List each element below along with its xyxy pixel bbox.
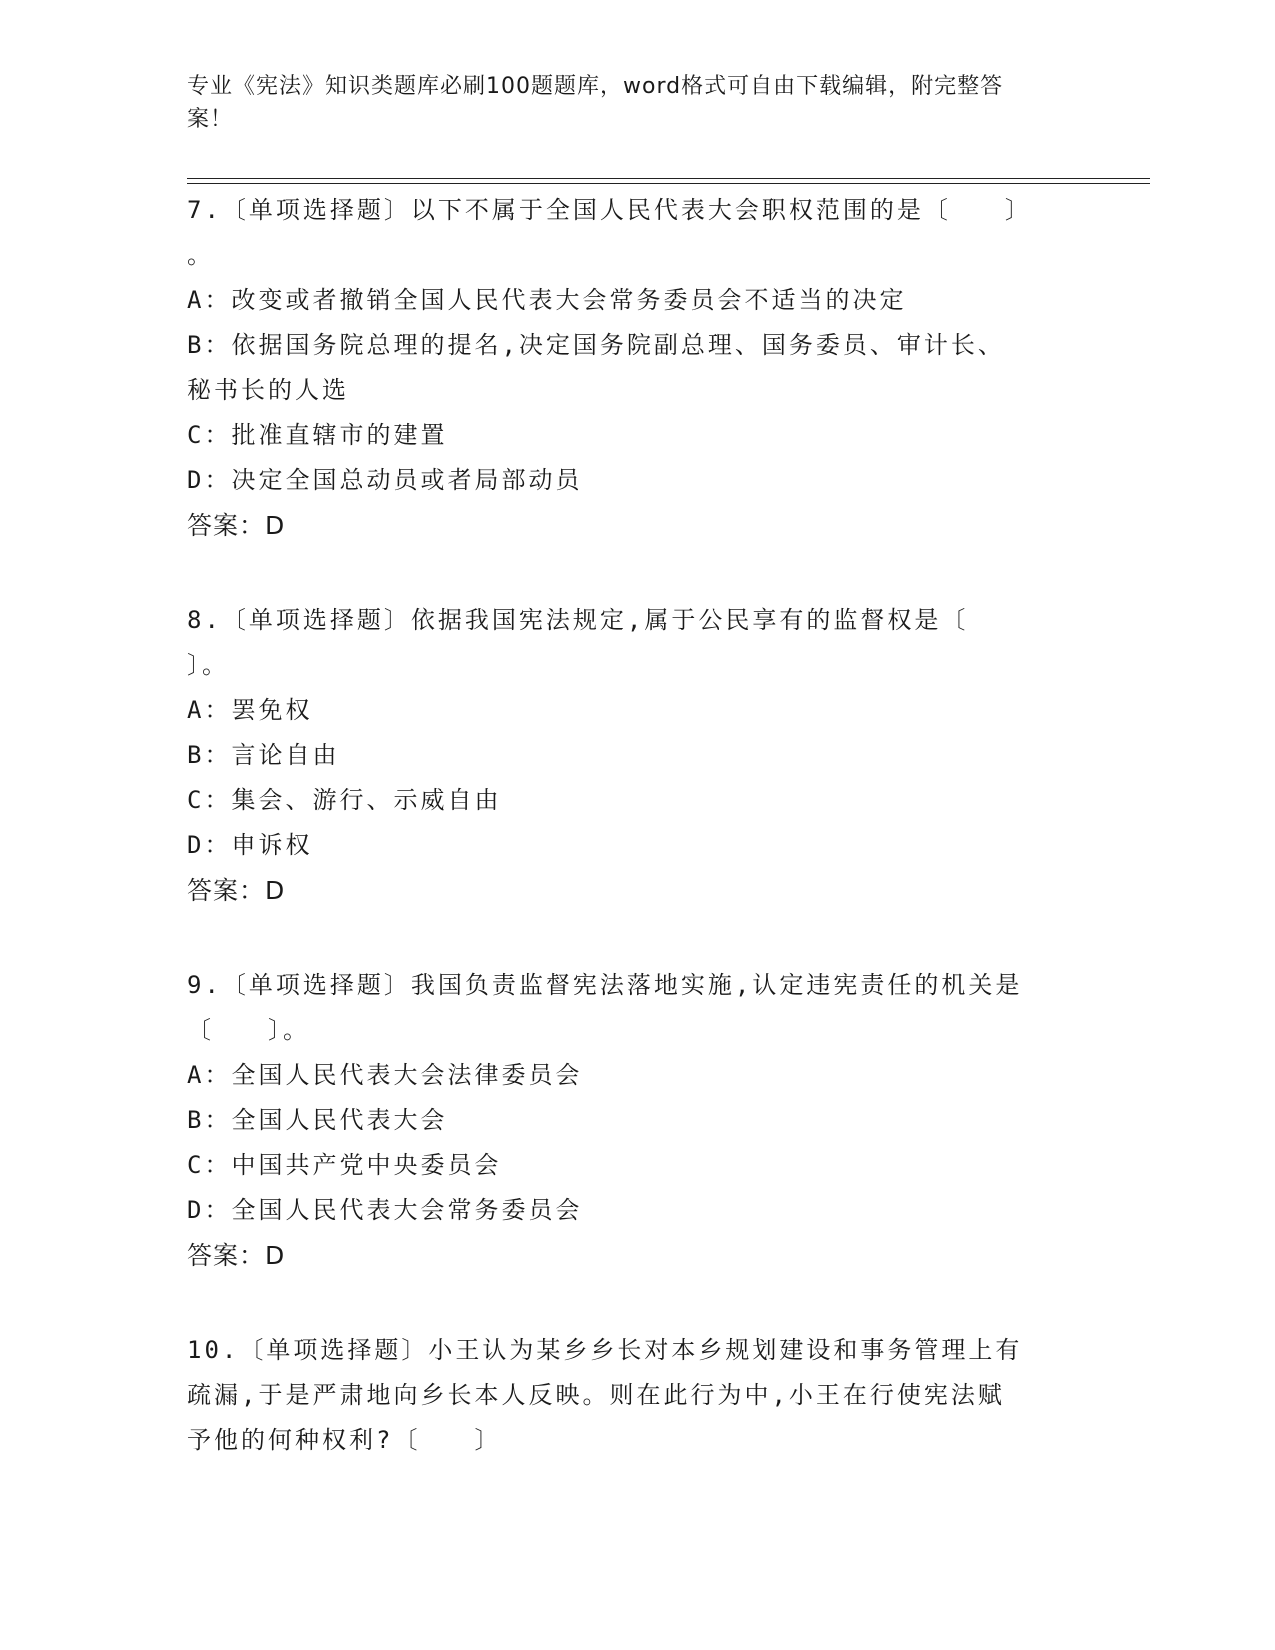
option-a: A：罢免权 <box>187 696 313 724</box>
option-b: B：依据国务院总理的提名,决定国务院副总理、国务委员、审计长、 <box>187 331 1005 359</box>
option-c: C：批准直辖市的建置 <box>187 421 448 449</box>
option-c: C：中国共产党中央委员会 <box>187 1151 502 1179</box>
stem-line: 予他的何种权利?〔 〕 <box>187 1426 502 1454</box>
question-9 <box>187 963 1087 1278</box>
answer: 答案：D <box>187 1241 286 1270</box>
option-b-continued: 秘书长的人选 <box>187 376 349 404</box>
answer: 答案：D <box>187 511 286 540</box>
spacer <box>187 548 1087 598</box>
stem-line: 。 <box>187 241 214 269</box>
question-stem <box>187 188 1087 278</box>
question-7 <box>187 188 1087 548</box>
option-d: D：全国人民代表大会常务委员会 <box>187 1196 583 1224</box>
header-divider-top <box>187 178 1150 179</box>
header-divider-bottom <box>187 183 1150 184</box>
question-8 <box>187 598 1087 913</box>
option-b: B：言论自由 <box>187 741 340 769</box>
question-stem <box>187 1328 1087 1463</box>
stem-line: 疏漏,于是严肃地向乡长本人反映。则在此行为中,小王在行使宪法赋 <box>187 1381 1005 1409</box>
option-d: D：申诉权 <box>187 831 313 859</box>
spacer <box>187 913 1087 963</box>
stem-line: 7.〔单项选择题〕以下不属于全国人民代表大会职权范围的是〔 〕 <box>187 196 1032 224</box>
option-b: B：全国人民代表大会 <box>187 1106 448 1134</box>
option-a: A：全国人民代表大会法律委员会 <box>187 1061 583 1089</box>
document-header <box>187 70 1067 136</box>
option-a: A：改变或者撤销全国人民代表大会常务委员会不适当的决定 <box>187 286 907 314</box>
answer: 答案：D <box>187 876 286 905</box>
option-d: D：决定全国总动员或者局部动员 <box>187 466 583 494</box>
stem-line: 8.〔单项选择题〕依据我国宪法规定,属于公民享有的监督权是〔 <box>187 606 969 634</box>
question-list <box>187 188 1087 1463</box>
question-stem <box>187 963 1087 1053</box>
option-c: C：集会、游行、示威自由 <box>187 786 502 814</box>
stem-line: 〔 〕。 <box>187 1016 310 1044</box>
stem-line: 9.〔单项选择题〕我国负责监督宪法落地实施,认定违宪责任的机关是 <box>187 971 1023 999</box>
question-10 <box>187 1328 1087 1463</box>
question-stem <box>187 598 1087 688</box>
spacer <box>187 1278 1087 1328</box>
stem-line: 10.〔单项选择题〕小王认为某乡乡长对本乡规划建设和事务管理上有 <box>187 1336 1023 1364</box>
stem-line: 〕。 <box>187 651 229 679</box>
header-line-2: 案！ <box>187 107 234 132</box>
header-line-1: 专业《宪法》知识类题库必刷100题题库，word格式可自由下载编辑，附完整答 <box>187 74 1004 99</box>
